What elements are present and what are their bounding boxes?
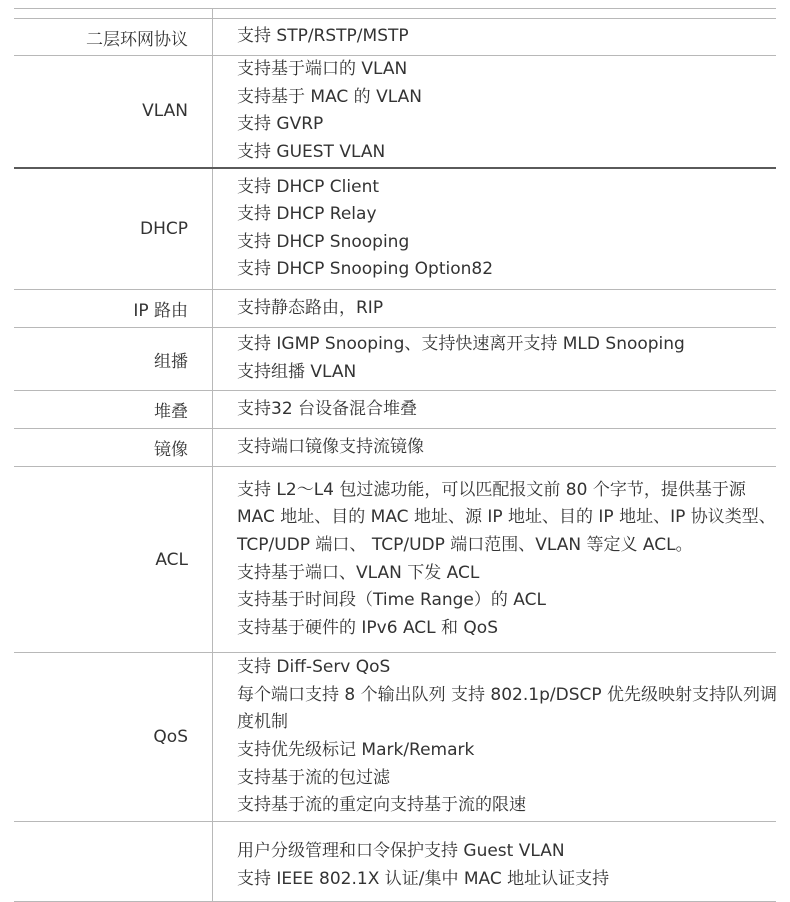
row-label: QoS: [14, 653, 213, 822]
row-label: 镜像: [14, 429, 213, 467]
table-row: [14, 822, 776, 902]
value-line: 支持 IEEE 802.1X 认证/集中 MAC 地址认证支持: [237, 868, 610, 889]
row-value: [213, 391, 777, 429]
value-line: 支持基于硬件的 IPv6 ACL 和 QoS: [237, 617, 499, 638]
value-line: 支持 IGMP Snooping、支持快速离开支持 MLD Snooping: [237, 334, 685, 355]
row-label: ACL: [14, 467, 213, 653]
value-line: 支持静态路由，RIP: [237, 297, 384, 318]
row-value: [213, 168, 777, 290]
top-value-cell: [213, 9, 777, 19]
row-label: 堆叠: [14, 391, 213, 429]
row-label: [14, 822, 213, 902]
table-row: [14, 653, 776, 822]
value-line: 支持优先级标记 Mark/Remark: [237, 740, 475, 760]
value-line: 支持 DHCP Relay: [237, 204, 377, 225]
value-line: 支持基于流的重定向支持基于流的限速: [237, 795, 526, 816]
value-line: 支持基于流的包过滤: [237, 767, 390, 788]
value-line: 支持基于端口、VLAN 下发 ACL: [237, 562, 480, 583]
value-line: TCP/UDP 端口、 TCP/UDP 端口范围、VLAN 等定义 ACL。: [237, 534, 693, 555]
row-value: [213, 822, 777, 902]
value-line: 支持 DHCP Client: [237, 176, 380, 197]
row-value: [213, 467, 777, 653]
row-label: VLAN: [14, 56, 213, 168]
value-line: 支持 Diff-Serv QoS: [237, 657, 391, 678]
table-row: [14, 429, 776, 467]
value-line: MAC 地址、目的 MAC 地址、源 IP 地址、目的 IP 地址、IP 协议类型、: [237, 507, 776, 528]
top-label-cell: [14, 9, 213, 19]
row-label: DHCP: [14, 168, 213, 290]
row-value: [213, 19, 777, 56]
table-top-row: [14, 9, 776, 19]
value-line: 每个端口支持 8 个输出队列 支持 802.1p/DSCP 优先级映射支持队列调: [237, 684, 778, 705]
value-line: 支持 DHCP Snooping: [237, 231, 410, 252]
row-label: 二层环网协议: [14, 19, 213, 56]
value-line: 支持32 台设备混合堆叠: [237, 398, 418, 419]
table-row: [14, 19, 776, 56]
spec-table: [14, 8, 776, 902]
row-label: 组播: [14, 328, 213, 391]
value-line: 支持基于端口的 VLAN: [237, 59, 408, 80]
value-line: 支持基于 MAC 的 VLAN: [237, 86, 422, 107]
table-row: [14, 328, 776, 391]
value-line: 用户分级管理和口令保护支持 Guest VLAN: [237, 841, 565, 861]
row-value: [213, 56, 777, 168]
table-row: [14, 168, 776, 290]
row-label: IP 路由: [14, 290, 213, 328]
value-line: 支持组播 VLAN: [237, 362, 357, 382]
value-line: 支持 STP/RSTP/MSTP: [237, 26, 409, 47]
table-row: [14, 391, 776, 429]
table-row: [14, 56, 776, 168]
value-line: 支持 DHCP Snooping Option82: [237, 259, 494, 280]
row-value: [213, 653, 777, 822]
row-value: [213, 429, 777, 467]
value-line: 支持 GVRP: [237, 114, 324, 135]
value-line: 度机制: [237, 712, 288, 733]
value-line: 支持端口镜像支持流镜像: [237, 436, 424, 457]
value-line: 支持基于时间段（Time Range）的 ACL: [237, 590, 546, 611]
value-line: 支持 GUEST VLAN: [237, 141, 386, 162]
row-value: [213, 290, 777, 328]
value-line: 支持 L2～L4 包过滤功能，可以匹配报文前 80 个字节，提供基于源: [237, 479, 746, 500]
table-row: [14, 290, 776, 328]
row-value: [213, 328, 777, 391]
table-row: [14, 467, 776, 653]
